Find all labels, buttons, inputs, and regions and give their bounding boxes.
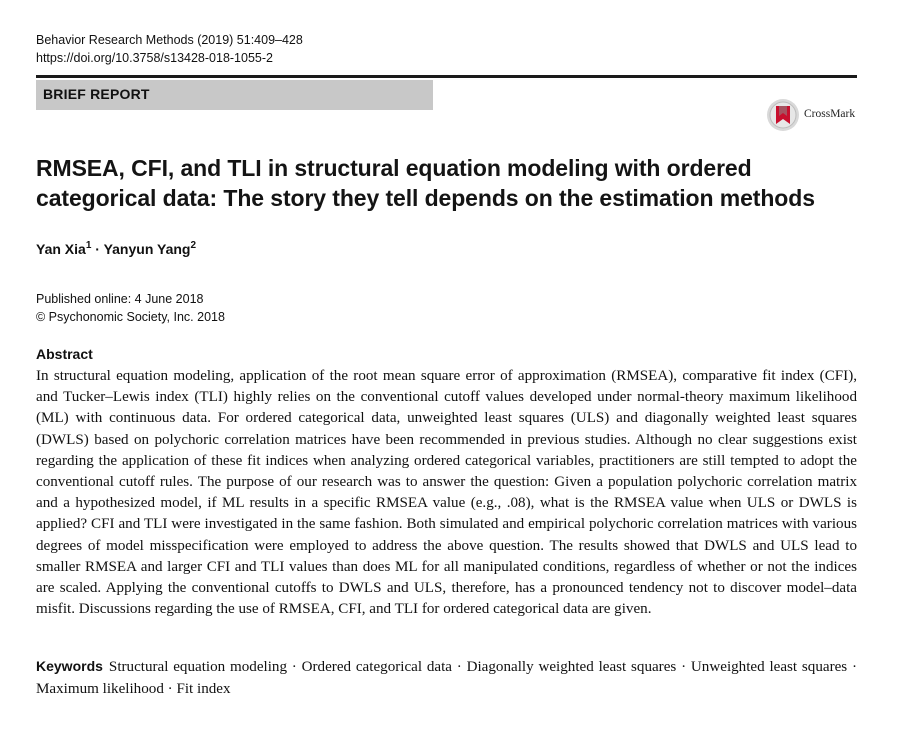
publication-info [36, 290, 225, 326]
author-affiliation: 1 [85, 240, 92, 251]
section-label-bar [36, 80, 433, 110]
author-name[interactable]: Yanyun Yang [103, 241, 191, 257]
crossmark-label: CrossMark [804, 108, 856, 120]
author-name[interactable]: Yan Xia [36, 241, 86, 257]
crossmark-icon [766, 98, 800, 132]
doi-link[interactable]: https://doi.org/10.3758/s13428-018-1055-2 [36, 51, 273, 65]
journal-citation: Behavior Research Methods (2019) 51:409–428 [36, 33, 303, 47]
copyright-line: © Psychonomic Society, Inc. 2018 [36, 310, 225, 324]
author-list [36, 240, 196, 257]
section-label: BRIEF REPORT [43, 86, 150, 102]
keywords-block [36, 656, 857, 700]
abstract-heading: Abstract [36, 346, 93, 362]
keywords-heading: Keywords [36, 658, 103, 674]
article-title: RMSEA, CFI, and TLI in structural equation modeling with ordered categorical data: The story they tell depends on the estimation methods [36, 155, 815, 211]
abstract-text: In structural equation modeling, application of the root mean square error of approximation (RMSEA), comparative fit index (CFI), and Tucker–Lewis index (TLI) highly relies on the conventional cutoff values developed under normal-theory maximum likelihood (ML) with continuous data. For ordered categorical data, unweighted least squares (ULS) and diagonally weighted least squares (DWLS) based on polychoric correlation matrices have been recommended in previous studies. Although no clear suggestions exist regarding the application of these fit indices when analyzing ordered categorical variables, practitioners are still tempted to adopt the conventional cutoff rules. The purpose of our research was to answer the question: Given a population polychoric correlation matrix and a hypothesized model, if ML results in a specific RMSEA value (e.g., .08), what is the RMSEA value when ULS or DWLS is applied? CFI and TLI were investigated in the same fashion. Both simulated and empirical polychoric correlation matrices with various degrees of model misspecification were employed to address the above question. The results showed that DWLS and ULS lead to smaller RMSEA and larger CFI and TLI values than does ML for all manipulated conditions, regardless of whether or not the indices are scaled. Applying the conventional cutoffs to DWLS and ULS, therefore, has a pronounced tendency not to discover model–data misfit. Discussions regarding the use of RMSEA, CFI, and TLI for ordered categorical data are given. [36, 368, 857, 618]
published-date: Published online: 4 June 2018 [36, 292, 204, 306]
crossmark-badge[interactable] [766, 98, 876, 134]
author-separator: · [95, 241, 100, 257]
header-rule [36, 75, 857, 78]
author-affiliation: 2 [190, 240, 197, 251]
keywords-list: Structural equation modeling · Ordered categorical data · Diagonally weighted least squares · Unweighted least squares · Maximum likelihood · Fit index [36, 659, 857, 697]
journal-header [36, 31, 303, 67]
